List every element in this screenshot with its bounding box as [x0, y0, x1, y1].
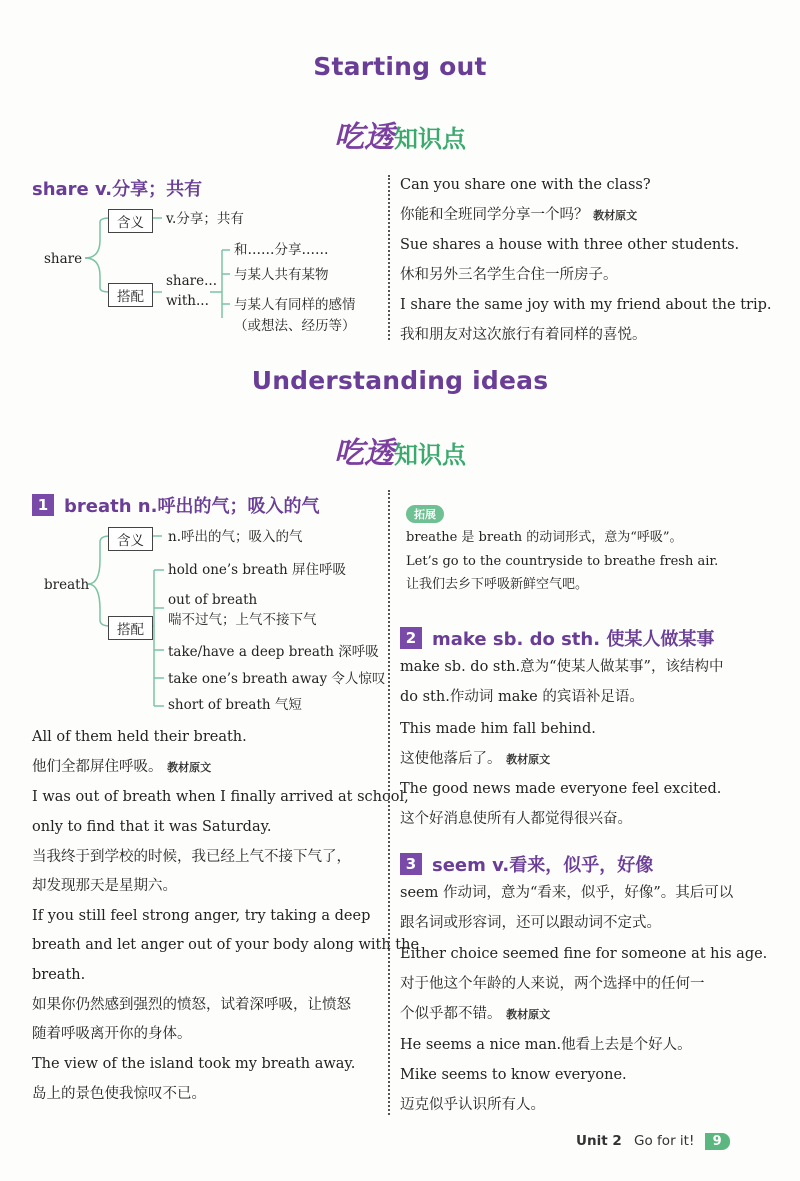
breath-meaning: n.呼出的气；吸入的气 [168, 529, 303, 545]
seem-example-1-zh-l2-text: 个似乎都不错。 [400, 1006, 502, 1022]
share-example-2-zh: 休和另外三名学生合住一所房子。 [400, 267, 618, 283]
breath-example-4-zh: 岛上的景色使我惊叹不已。 [32, 1086, 206, 1102]
breath-example-1-zh-text: 他们全都屏住呼吸。 [32, 759, 163, 775]
breath-example-3-zh-l2: 随着呼吸离开你的身体。 [32, 1026, 192, 1042]
page-number: 9 [705, 1133, 730, 1150]
banner-chi-2: 吃透 [334, 436, 394, 471]
make-example-2-en: The good news made everyone feel excited. [400, 781, 722, 797]
share-example-3-en: I share the same joy with my friend about the trip. [400, 297, 772, 313]
breath-example-2-zh-l2: 却发现那天是星期六。 [32, 878, 177, 894]
breath-example-1-zh [32, 757, 211, 778]
seem-example-3-en: Mike seems to know everyone. [400, 1067, 627, 1083]
share-example-3-zh: 我和朋友对这次旅行有着同样的喜悦。 [400, 327, 647, 343]
footer-title: Go for it! [634, 1133, 695, 1149]
share-pattern-2: with... [166, 293, 209, 309]
extend-example-en: Let’s go to the countryside to breathe fresh air. [406, 554, 719, 569]
textbook-tag: 教材原文 [167, 761, 212, 774]
share-example-1-zh [400, 205, 637, 226]
extend-badge [406, 503, 444, 523]
column-divider-1 [388, 175, 390, 340]
share-heading: share v.分享；共有 [32, 179, 203, 200]
extend-label: 拓展 [406, 505, 444, 523]
breath-example-4-en: The view of the island took my breath away. [32, 1056, 356, 1072]
extend-note: breathe 是 breath 的动词形式，意为“呼吸”。 [406, 530, 683, 545]
column-divider-2 [388, 490, 390, 1115]
section-title-starting-out: Starting out [313, 52, 487, 81]
banner-kp: 知识点 [394, 125, 466, 153]
breath-example-3-en-l1: If you still feel strong anger, try taking a deep [32, 908, 371, 924]
make-example-1-zh [400, 749, 550, 770]
breath-example-1-en: All of them held their breath. [32, 729, 247, 745]
breath-collocation-2a: out of breath [168, 592, 258, 608]
breath-root: breath [44, 577, 90, 593]
item-number-3: 3 [400, 853, 422, 875]
breath-collocation-1: hold one’s breath 屏住呼吸 [168, 562, 346, 578]
share-sense-3: 与某人有同样的感情 [234, 297, 356, 313]
seem-heading [400, 851, 653, 877]
item-number-1: 1 [32, 494, 54, 516]
footer-unit: Unit 2 [576, 1133, 622, 1149]
seem-example-1-zh-l1: 对于他这个年龄的人来说，两个选择中的任何一 [400, 976, 705, 992]
seem-example-2: He seems a nice man.他看上去是个好人。 [400, 1037, 692, 1053]
breath-example-3-en-l2: breath and let anger out of your body along with the [32, 937, 420, 953]
breath-example-3-zh-l1: 如果你仍然感到强烈的愤怒，试着深呼吸，让愤怒 [32, 997, 351, 1013]
make-desc-l2: do sth.作动词 make 的宾语补足语。 [400, 689, 644, 705]
banner-kp-2: 知识点 [394, 441, 466, 469]
breath-example-2-en-l1: I was out of breath when I finally arrived at school, [32, 789, 409, 805]
share-sense-2: 与某人共有某物 [234, 267, 329, 283]
item-number-2: 2 [400, 627, 422, 649]
share-collocation-label: 搭配 [108, 283, 153, 307]
breath-heading-text: breath n.呼出的气；吸入的气 [64, 496, 320, 517]
share-example-1-zh-text: 你能和全班同学分享一个吗？ [400, 207, 589, 223]
seem-desc-l2: 跟名词或形容词，还可以跟动词不定式。 [400, 915, 661, 931]
seem-example-1-en: Either choice seemed fine for someone at his age. [400, 946, 768, 962]
make-example-1-zh-text: 这使他落后了。 [400, 751, 502, 767]
breath-example-2-en-l2: only to find that it was Saturday. [32, 819, 272, 835]
share-meaning-label: 含义 [108, 209, 153, 233]
share-meaning: v.分享；共有 [166, 211, 244, 227]
banner-chi: 吃透 [334, 120, 394, 155]
breath-collocation-4: take one’s breath away 令人惊叹 [168, 671, 386, 687]
knowledge-banner-2 [0, 428, 800, 472]
make-heading-text: make sb. do sth. 使某人做某事 [432, 629, 715, 650]
seem-heading-text: seem v.看来，似乎，好像 [432, 855, 654, 876]
breath-meaning-label: 含义 [108, 527, 153, 551]
breath-collocation-5: short of breath 气短 [168, 697, 302, 713]
breath-collocation-3: take/have a deep breath 深呼吸 [168, 644, 379, 660]
share-pattern-1: share... [166, 273, 217, 289]
share-root: share [44, 251, 83, 267]
textbook-tag: 教材原文 [593, 209, 638, 222]
seem-desc-l1: seem 作动词，意为“看来，似乎，好像”。其后可以 [400, 885, 734, 901]
section-title-understanding-ideas: Understanding ideas [251, 366, 549, 395]
make-example-2-zh: 这个好消息使所有人都觉得很兴奋。 [400, 811, 632, 827]
breath-heading [32, 492, 319, 518]
make-desc-l1: make sb. do sth.意为“使某人做某事”，该结构中 [400, 659, 724, 675]
textbook-tag: 教材原文 [506, 753, 551, 766]
extend-example-zh: 让我们去乡下呼吸新鲜空气吧。 [406, 577, 589, 592]
seem-example-1-zh-l2 [400, 1004, 550, 1025]
breath-example-2-zh-l1: 当我终于到学校的时候，我已经上气不接下气了， [32, 849, 351, 865]
seem-example-3-zh: 迈克似乎认识所有人。 [400, 1097, 545, 1113]
breath-collocation-2b: 喘不过气；上气不接下气 [168, 612, 317, 628]
footer [576, 1133, 730, 1150]
make-heading [400, 625, 714, 651]
breath-collocation-label: 搭配 [108, 616, 153, 640]
textbook-tag: 教材原文 [506, 1008, 551, 1021]
share-example-2-en: Sue shares a house with three other students. [400, 237, 740, 253]
make-example-1-en: This made him fall behind. [400, 721, 596, 737]
share-example-1-en: Can you share one with the class? [400, 177, 651, 193]
share-sense-3b: （或想法、经历等） [234, 318, 356, 334]
breath-example-3-en-l3: breath. [32, 967, 86, 983]
share-sense-1: 和……分享…… [234, 242, 329, 258]
knowledge-banner [0, 112, 800, 156]
